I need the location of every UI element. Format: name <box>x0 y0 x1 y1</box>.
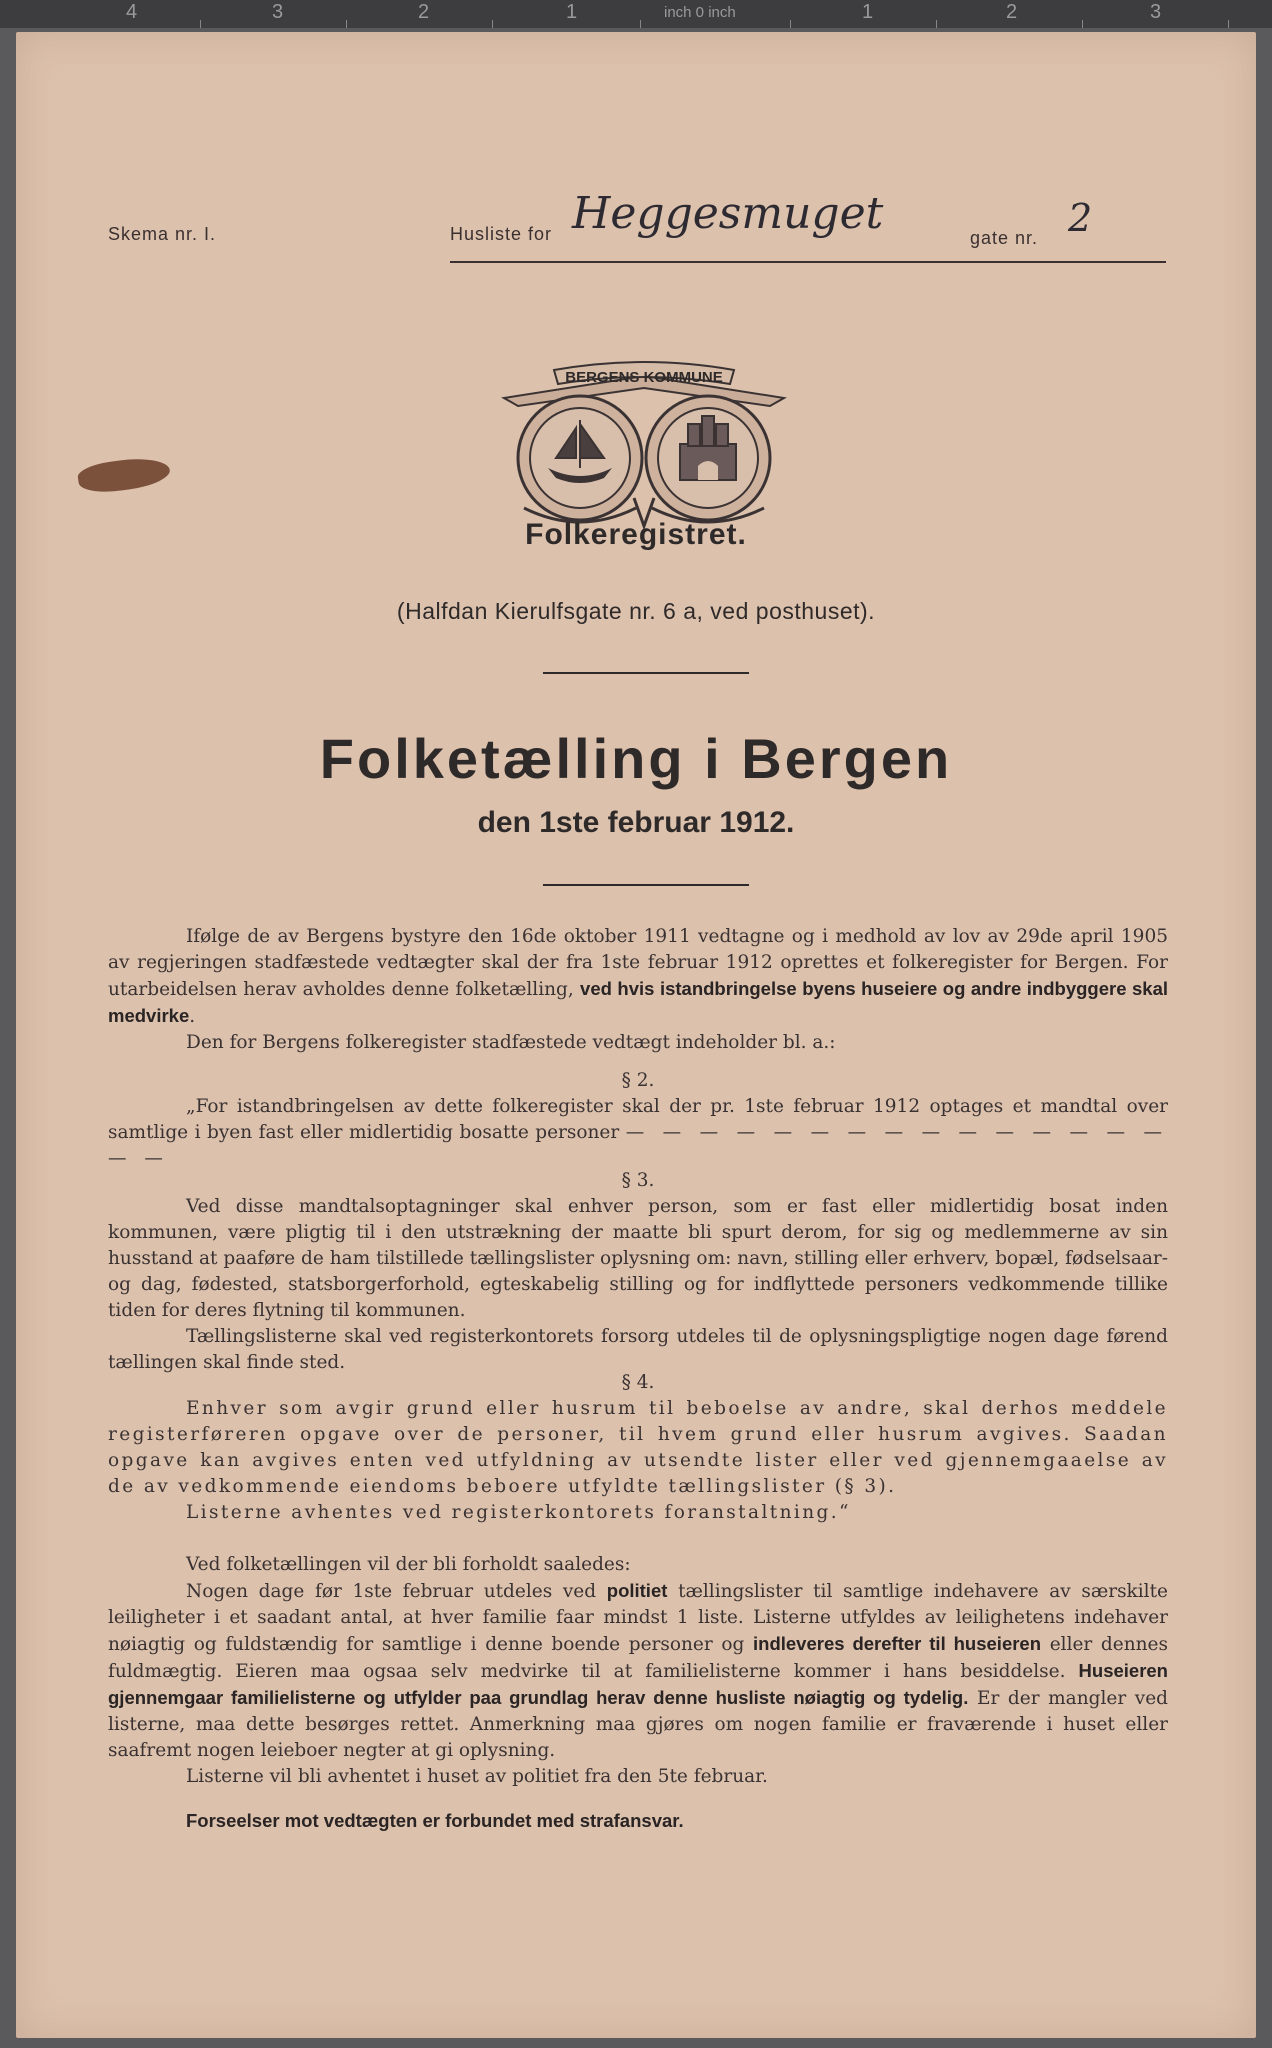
emblem-text: BERGENS KOMMUNE <box>565 369 723 386</box>
paragraph-2-text: „For istandbringelsen av dette folkeregister skal der pr. 1ste februar 1912 optages et mandtal over samtlige i byen fast eller midlertidig bosatte personer — — — — — — — — — — — — — — — — — <box>108 1096 1168 1169</box>
penalty-notice: Forseelser mot vedtægten er forbundet med strafansvar. <box>186 1810 684 1831</box>
scan-ruler <box>0 0 1272 28</box>
paragraph-3-section <box>108 1168 1168 1376</box>
paragraph-3-text-b: Tællingslisterne skal ved registerkontorets forsorg utdeles til de oplysningspligtige nogen dage førend tællingen skal finde sted. <box>108 1326 1168 1373</box>
ruler-label: 3 <box>272 1 284 23</box>
paragraph-heading: § 3. <box>621 1170 655 1191</box>
paragraph-heading: § 2. <box>621 1070 655 1091</box>
paragraph-heading: § 4. <box>621 1372 655 1393</box>
intro-paragraph: Ifølge de av Bergens bystyre den 16de oktober 1911 vedtagne og i medhold av lov av 29de april 1905 av regjeringen stadfæstede vedtægter skal der fra 1ste februar 1912 oprettes et folkeregister for Bergen. For utarbeidelsen herav avholdes denne folketælling, ved hvis istandbringelse byens huseiere og andre indbyggere skal medvirke. <box>108 926 1169 1027</box>
intro-paragraph-2: Den for Bergens folkeregister stadfæstede vedtægt indeholder bl. a.: <box>186 1032 836 1053</box>
ruler-label: 2 <box>1006 1 1018 23</box>
ruler-label: 1 <box>566 1 578 23</box>
street-name-handwritten: Heggesmuget <box>572 188 884 239</box>
husliste-label: Husliste for <box>450 224 553 244</box>
ruler-label: 1 <box>862 1 874 23</box>
procedure-text: Nogen dage før 1ste februar utdeles ved politiet tællingslister til samtlige indehavere av særskilte leiligheter i et saadant antal, at hver familie faar mindst 1 liste. Listerne utfyldes av leilighetens indehaver nøiagtig og fuldstændig for samtlige i denne boende personer og indleveres derefter til huseieren eller dennes fuldmægtig. Eieren maa ogsaa selv medvirke til at familielisterne kommer i hans besiddelse. Huseieren gjennemgaar familielisterne og utfylder paa grundlag herav denne husliste nøiagtig og tydelig. Er der mangler ved listerne, maa dette besørges rettet. Anmerkning maa gjøres om nogen familie er fraværende i huset eller saafremt nogen leieboer negter at gi oplysning. <box>108 1580 1168 1761</box>
bergens-kommune-emblem <box>484 358 804 530</box>
divider-bottom <box>543 884 749 886</box>
main-subtitle: den 1ste februar 1912. <box>477 806 795 839</box>
procedure-pickup: Listerne vil bli avhentet i huset av politiet fra den 5te februar. <box>186 1766 768 1787</box>
office-address: (Halfdan Kierulfsgate nr. 6 a, ved posthuset). <box>396 598 876 624</box>
paragraph-4-text-b: Listerne avhentes ved registerkontorets foranstaltning.“ <box>186 1502 851 1523</box>
ruler-label: 3 <box>1150 1 1162 23</box>
ruler-label: 2 <box>418 1 430 23</box>
gate-nr-label: gate nr. <box>970 228 1039 248</box>
procedure-intro: Ved folketællingen vil der bli forholdt saaledes: <box>186 1554 631 1575</box>
ruler-label: 4 <box>126 1 138 23</box>
paragraph-2-section <box>108 1068 1168 1172</box>
ruler-label: inch 0 inch <box>664 4 736 21</box>
intro-section <box>108 924 1168 1056</box>
intro-bold-text: ved hvis istandbringelse byens huseiere og andre indbyggere skal medvirke <box>108 978 1169 1026</box>
skema-label: Skema nr. I. <box>108 224 217 244</box>
document-sheet <box>16 32 1256 2038</box>
office-title: Folkeregistret. <box>525 518 747 551</box>
main-title: Folketælling i Bergen <box>319 727 953 790</box>
paragraph-4-text-a: Enhver som avgir grund eller husrum til beboelse av andre, skal derhos meddele registerføreren opgave over de personer, til hvem grund eller husrum avgives. Saadan opgave kan avgives enten ved utfyldning av utsendte lister eller ved gjennemgaaelse av de av vedkommende eiendoms beboere utfyldte tællingslister (§ 3). <box>108 1398 1168 1497</box>
paragraph-4-section <box>108 1370 1168 1526</box>
husliste-underline <box>450 261 1166 263</box>
divider-top <box>543 672 749 674</box>
ink-smudge <box>76 454 171 497</box>
procedure-section <box>108 1552 1168 1834</box>
paragraph-3-text-a: Ved disse mandtalsoptagninger skal enhver person, som er fast eller midlertidig bosat inden kommunen, være pligtig til i den utstrækning der maatte bli spurt derom, for sig og medlemmerne av sin husstand at paaføre de ham tilstillede tællingslister oplysning om: navn, stilling eller erhverv, bopæl, fødselsaar- og dag, fødested, statsborgerforhold, egteskabelig stilling og for indflyttede personers vedkommende tillike tiden for deres flytning til kommunen. <box>108 1196 1168 1321</box>
house-number-handwritten: 2 <box>1068 196 1093 240</box>
